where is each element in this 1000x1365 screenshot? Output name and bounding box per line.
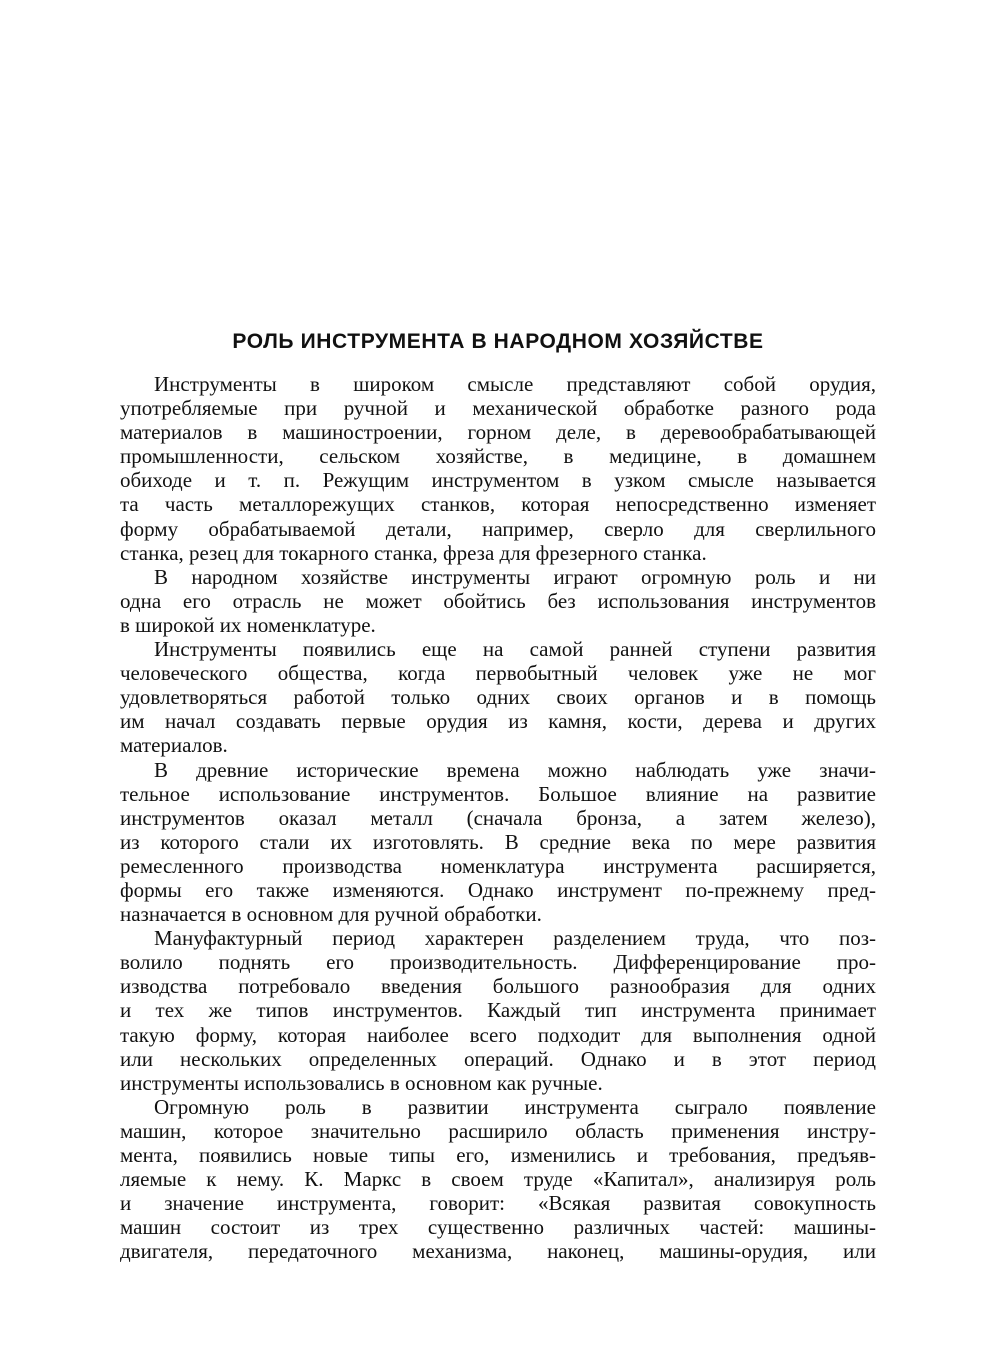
- paragraph-line: ремесленного производства номенклатура инструмента расширяется,: [120, 853, 876, 878]
- paragraph-line: двигателя, передаточного механизма, наконец, машины-орудия, или: [120, 1239, 876, 1264]
- paragraph-line: мента, появились новые типы его, изменились и требования, предъяв-: [120, 1143, 876, 1167]
- body-text: [120, 372, 876, 1263]
- paragraph-line: и тех же типов инструментов. Каждый тип инструмента принимает: [120, 998, 876, 1023]
- paragraph-line: в широкой их номенклатуре.: [120, 612, 376, 637]
- paragraph-line: та часть металлорежущих станков, которая непосредственно изменяет: [120, 492, 876, 517]
- paragraph-line: ляемые к нему. К. Маркс в своем труде «Капитал», анализируя роль: [120, 1167, 876, 1192]
- paragraph-line: из которого стали их изготовлять. В средние века по мере развития: [120, 829, 876, 854]
- paragraph-line: материалов в машиностроении, горном деле, в деревообрабатывающей: [120, 420, 876, 445]
- paragraph-line: форму обрабатываемой детали, например, сверло для сверлильного: [120, 516, 876, 541]
- paragraph-line: удовлетворяться работой только одних своих органов и в помощь: [120, 685, 876, 710]
- paragraph-line: В народном хозяйстве инструменты играют огромную роль и ни: [154, 564, 876, 589]
- paragraph-line: инструментов оказал металл (сначала бронза, а затем железо),: [120, 805, 876, 830]
- paragraph-line: формы его также изменяются. Однако инструмент по-прежнему пред-: [120, 877, 876, 902]
- paragraph-line: такую форму, которая наиболее всего подходит для выполнения одной: [120, 1022, 876, 1047]
- paragraph-line: Инструменты появились еще на самой ранней ступени развития: [154, 637, 876, 662]
- paragraph-line: В древние исторические времена можно наблюдать уже значи-: [154, 757, 876, 782]
- paragraph-line: тельное использование инструментов. Большое влияние на развитие: [120, 781, 876, 806]
- chapter-title: РОЛЬ ИНСТРУМЕНТА В НАРОДНОМ ХОЗЯЙСТВЕ: [232, 330, 764, 353]
- paragraph-line: или нескольких определенных операций. Однако и в этот период: [120, 1046, 876, 1071]
- paragraph-line: Инструменты в широком смысле представляют собой орудия,: [154, 372, 876, 396]
- paragraph-line: им начал создавать первые орудия из камня, кости, дерева и других: [120, 709, 876, 734]
- paragraph-line: промышленности, сельском хозяйстве, в медицине, в домашнем: [120, 444, 876, 469]
- paragraph-line: машин, которое значительно расширило область применения инстру-: [120, 1118, 876, 1143]
- paragraph-line: и значение инструмента, говорит: «Всякая развитая совокупность: [120, 1191, 876, 1216]
- paragraph-line: Мануфактурный период характерен разделением труда, что поз-: [154, 926, 876, 951]
- paragraph-line: Огромную роль в развитии инструмента сыграло появление: [154, 1094, 876, 1119]
- paragraph-line: материалов.: [120, 733, 228, 758]
- paragraph-line: изводства потребовало введения большого разнообразия для одних: [120, 974, 876, 999]
- paragraph-line: назначается в основном для ручной обработки.: [120, 902, 542, 927]
- paragraph-line: употребляемые при ручной и механической обработке разного рода: [120, 396, 876, 421]
- paragraph-line: обиходе и т. п. Режущим инструментом в узком смысле называется: [120, 468, 876, 493]
- paragraph-line: одна его отрасль не может обойтись без использования инструментов: [120, 588, 876, 613]
- paragraph-line: станка, резец для токарного станка, фреза для фрезерного станка.: [120, 540, 707, 565]
- paragraph-line: волило поднять его производительность. Дифференцирование про-: [120, 950, 876, 975]
- paragraph-line: инструменты использовались в основном как ручные.: [120, 1070, 603, 1095]
- paragraph-line: человеческого общества, когда первобытный человек уже не мог: [120, 661, 876, 686]
- paragraph-line: машин состоит из трех существенно различных частей: машины-: [120, 1215, 876, 1240]
